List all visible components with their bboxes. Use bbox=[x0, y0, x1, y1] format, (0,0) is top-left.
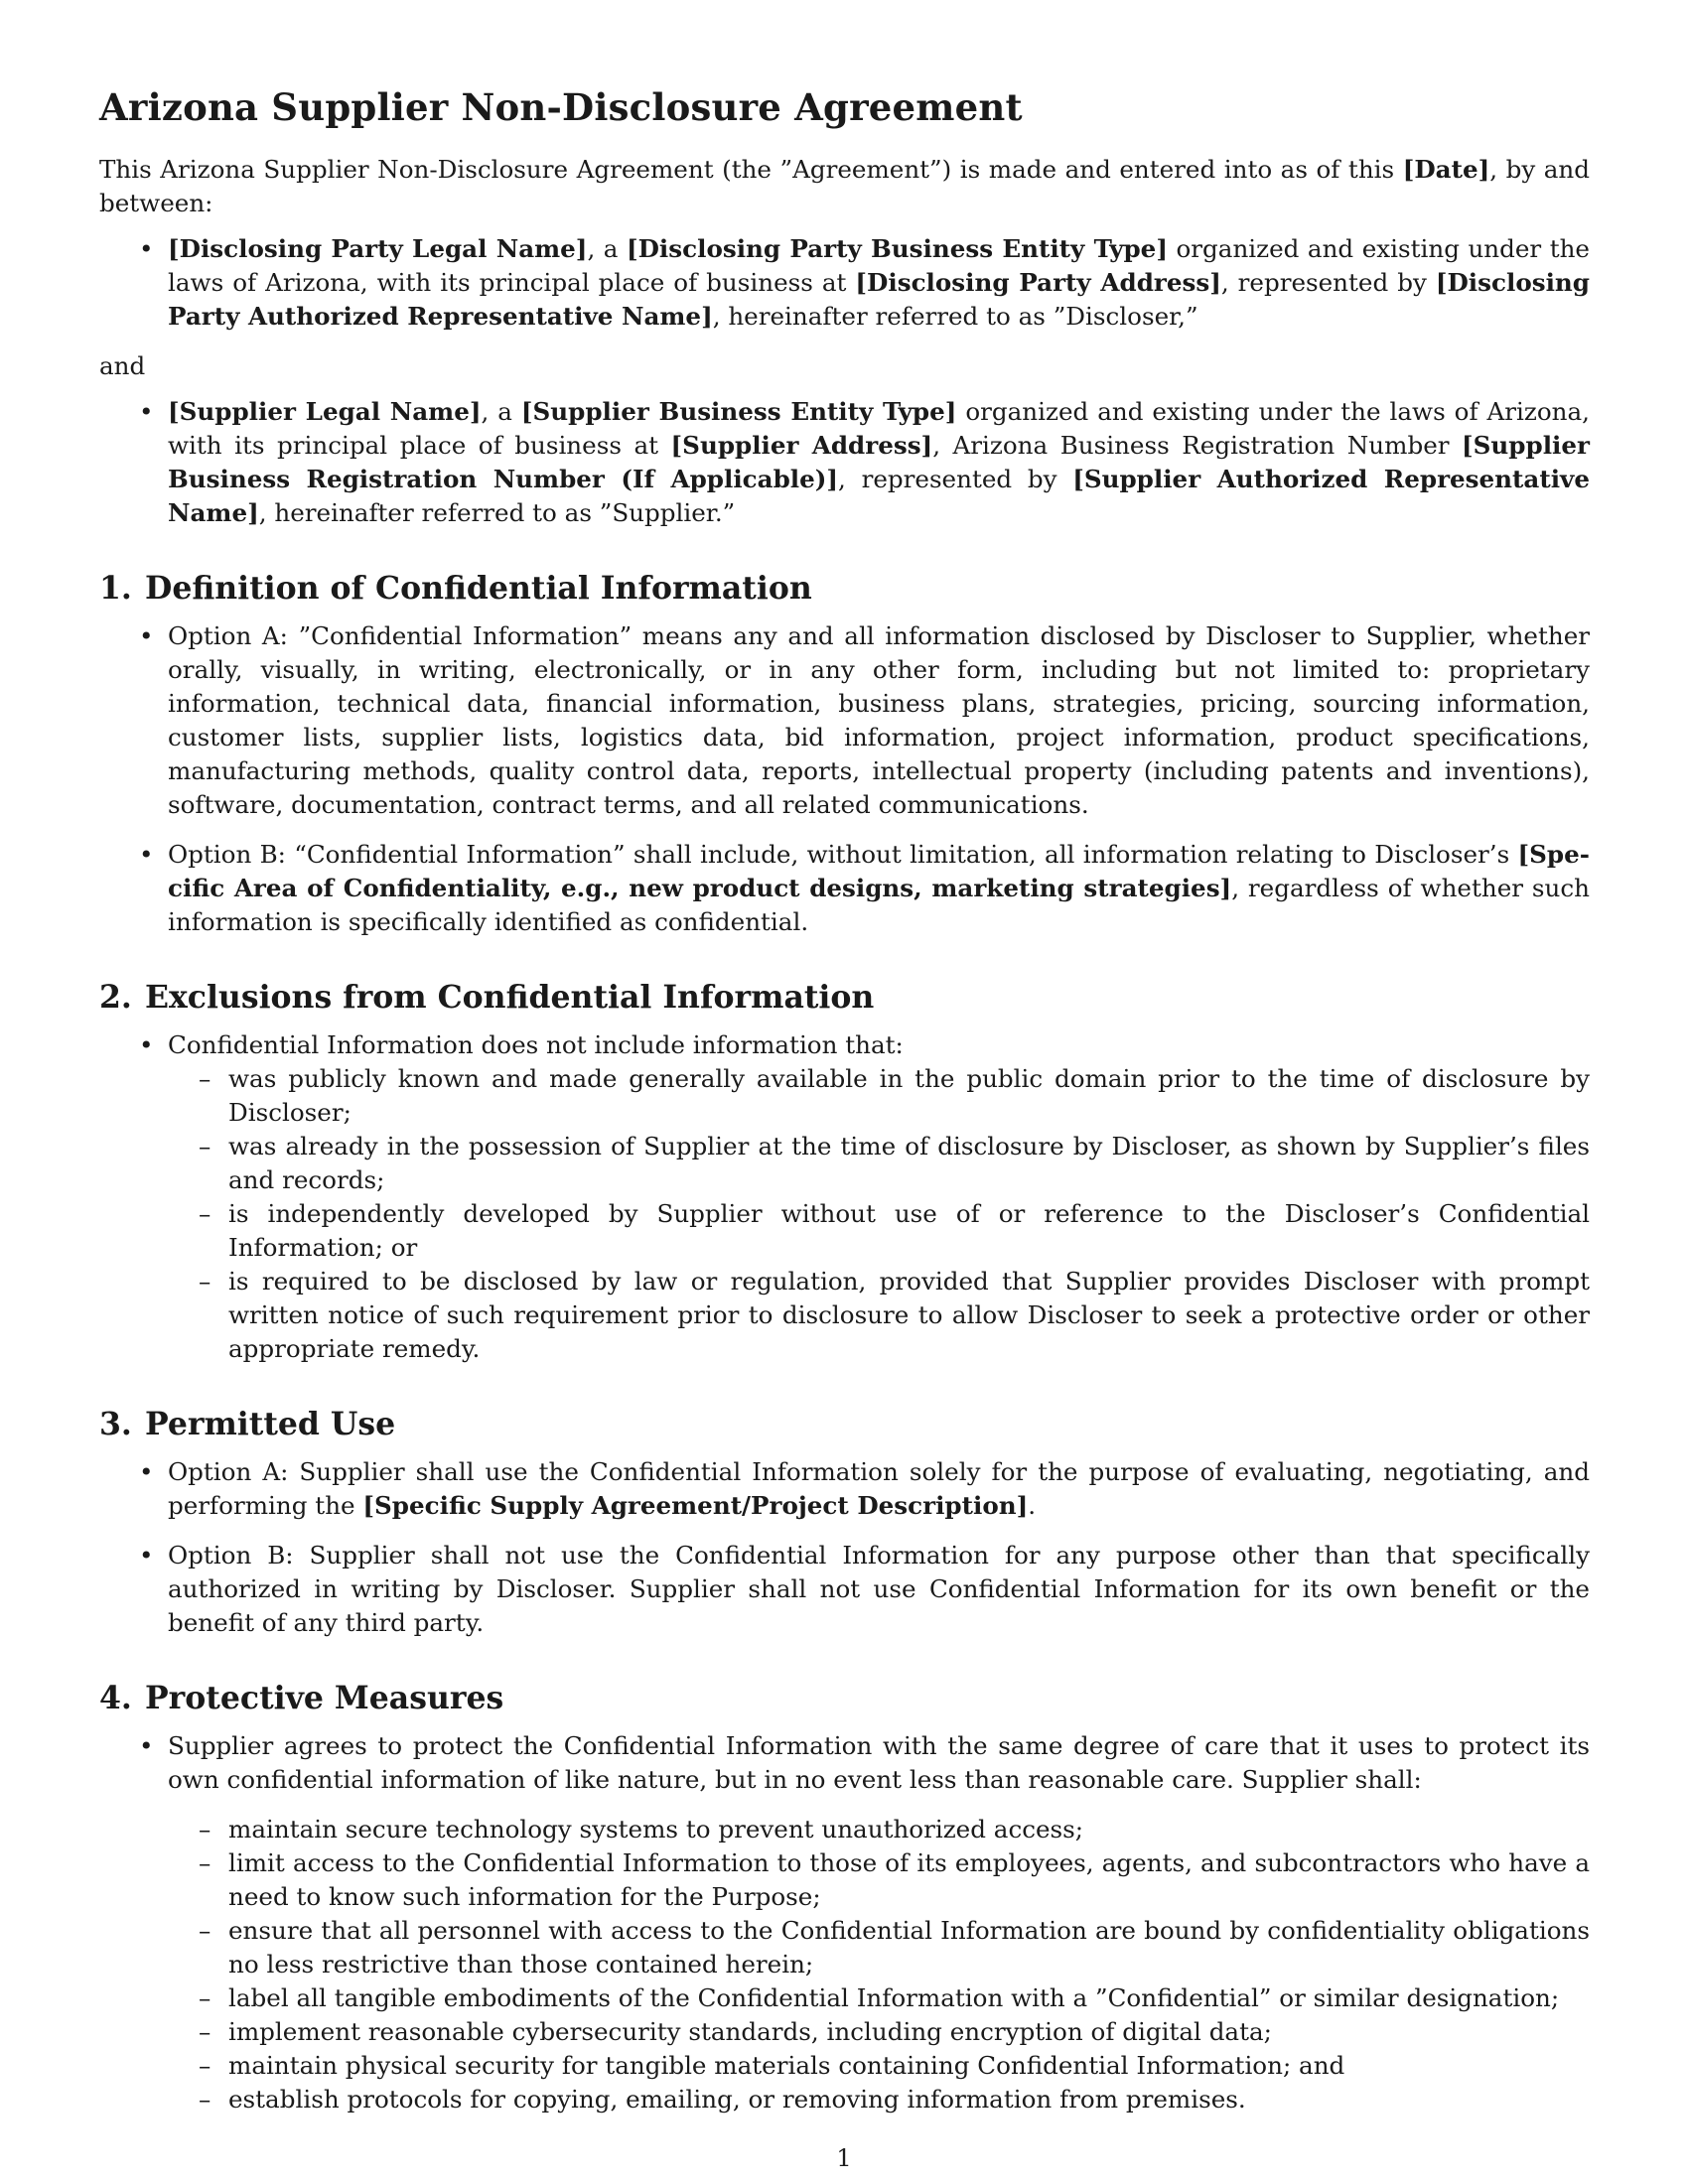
section-3-option-a bbox=[168, 1455, 1590, 1523]
section-1-option-b-text: Option B: “Confidential Information” shall include, without limitation, all information relating to Discloser’s bbox=[168, 840, 1518, 869]
discloser-name-placeholder: [Disclosing Party Legal Name] bbox=[168, 234, 588, 263]
and-connector: and bbox=[99, 351, 146, 380]
section-2-list bbox=[99, 1028, 1590, 1366]
supplier-text-4: , represented by bbox=[838, 465, 1073, 493]
section-4-list bbox=[99, 1729, 1590, 2116]
section-3-option-a-end: . bbox=[1028, 1491, 1037, 1520]
discloser-party bbox=[168, 232, 1590, 334]
supplier-text-3: , Arizona Business Registration Number bbox=[932, 431, 1463, 460]
protective-measures-list bbox=[168, 1813, 1590, 2116]
discloser-text-4: , hereinafter referred to as ”Discloser,” bbox=[712, 302, 1198, 331]
section-1-option-b-text-end: , regardless of whether such information is specifically identified as confidential. bbox=[168, 874, 1590, 936]
measure-item: – establish protocols for copying, emailing, or removing information from premises. bbox=[228, 2083, 1590, 2116]
section-4-heading bbox=[99, 1680, 1590, 1717]
intro-paragraph bbox=[99, 153, 1590, 220]
section-1-number: 1. bbox=[99, 570, 132, 607]
section-3-heading bbox=[99, 1406, 1590, 1443]
discloser-entity-placeholder: [Disclosing Party Business Entity Type] bbox=[626, 234, 1168, 263]
supplier-rep-placeholder: [Supplier Authorized Representative Name] bbox=[168, 465, 1590, 527]
supplier-text-5: , hereinafter referred to as ”Supplier.” bbox=[258, 498, 736, 527]
section-2-title: Exclusions from Confidential Information bbox=[145, 979, 875, 1016]
exclusion-item: – is independently developed by Supplier without use of or reference to the Discloser’s Confidential Information; or bbox=[228, 1197, 1590, 1265]
section-4-title: Protective Measures bbox=[145, 1680, 504, 1716]
section-3-option-a-text: Option A: Supplier shall use the Confidential Information solely for the purpose of evaluating, negotiating, and performing the bbox=[168, 1457, 1590, 1520]
measure-item: – ensure that all personnel with access to the Confidential Information are bound by confidentiality obligations no less restrictive than those contained herein; bbox=[228, 1914, 1590, 1981]
discloser-address-placeholder: [Disclosing Party Address] bbox=[855, 268, 1221, 297]
measure-item: – maintain physical security for tangible materials containing Confidential Information; and bbox=[228, 2049, 1590, 2083]
section-2-number: 2. bbox=[99, 979, 132, 1016]
discloser-list bbox=[99, 232, 1590, 334]
section-4-item bbox=[168, 1729, 1590, 2116]
section-3-number: 3. bbox=[99, 1406, 132, 1442]
section-1-heading bbox=[99, 570, 1590, 608]
section-2-heading bbox=[99, 979, 1590, 1017]
supplier-name-placeholder: [Supplier Legal Name] bbox=[168, 397, 482, 426]
supplier-entity-placeholder: [Supplier Business Entity Type] bbox=[520, 397, 957, 426]
section-1-options bbox=[99, 619, 1590, 939]
measure-item: – limit access to the Confidential Information to those of its employees, agents, and subcontractors who have a need to know such information for the Purpose; bbox=[228, 1846, 1590, 1914]
section-3-title: Permitted Use bbox=[145, 1406, 396, 1442]
section-3-option-b: • Option B: Supplier shall not use the Confidential Information for any purpose other than that specifically authorized in writing by Discloser. Supplier shall not use Confidential Information for its own benefit or the benefit of any third party. bbox=[168, 1539, 1590, 1640]
document-title: Arizona Supplier Non-Disclosure Agreement bbox=[99, 85, 1023, 129]
exclusions-list bbox=[168, 1062, 1590, 1366]
date-placeholder: [Date] bbox=[1402, 155, 1490, 184]
exclusion-item: – is required to be disclosed by law or regulation, provided that Supplier provides Discloser with prompt written notice of such requirement prior to disclosure to allow Discloser to seek a protective order or other appropriate remedy. bbox=[228, 1265, 1590, 1366]
supplier-regnum-placeholder: [Supplier Business Registration Number (If Applicable)] bbox=[168, 431, 1590, 493]
section-2-lead: Confidential Information does not include information that: bbox=[168, 1030, 904, 1059]
section-3-options bbox=[99, 1455, 1590, 1640]
exclusion-item: – was already in the possession of Supplier at the time of disclosure by Discloser, as shown by Supplier’s files and records; bbox=[228, 1130, 1590, 1197]
discloser-text-2: organized and existing under the laws of Arizona, with its principal place of business at bbox=[168, 234, 1590, 297]
section-1-option-b bbox=[168, 838, 1590, 939]
document-page bbox=[99, 85, 1590, 2132]
discloser-text-1: , a bbox=[587, 234, 627, 263]
section-1-title: Definition of Confidential Information bbox=[145, 570, 812, 607]
exclusion-item: – was publicly known and made generally available in the public domain prior to the time of disclosure by Discloser; bbox=[228, 1062, 1590, 1130]
section-2-item bbox=[168, 1028, 1590, 1366]
section-4-number: 4. bbox=[99, 1680, 132, 1716]
intro-text-end: , by and between: bbox=[99, 155, 1590, 217]
supplier-list bbox=[99, 395, 1590, 530]
measure-item: – maintain secure technology systems to prevent unauthorized access; bbox=[228, 1813, 1590, 1846]
discloser-rep-placeholder: [Disclosing Party Authorized Representative Name] bbox=[168, 268, 1590, 331]
discloser-text-3: , represented by bbox=[1220, 268, 1436, 297]
supplier-text-2: organized and existing under the laws of Arizona, with its principal place of business at bbox=[168, 397, 1590, 460]
measure-item: – implement reasonable cybersecurity standards, including encryption of digital data; bbox=[228, 2015, 1590, 2049]
supplier-party bbox=[168, 395, 1590, 530]
project-description-placeholder: [Specific Supply Agreement/Project Description] bbox=[362, 1491, 1029, 1520]
measure-item: – label all tangible embodiments of the Confidential Information with a ”Confidential” or similar designation; bbox=[228, 1981, 1590, 2015]
supplier-address-placeholder: [Supplier Address] bbox=[670, 431, 933, 460]
confidentiality-area-placeholder: [Specific Area of Confidentiality, e.g., new product designs, marketing strategies] bbox=[168, 840, 1590, 902]
page-number: 1 bbox=[836, 2144, 852, 2172]
supplier-text-1: , a bbox=[481, 397, 521, 426]
section-1-option-a: • Option A: ”Confidential Information” means any and all information disclosed by Discloser to Supplier, whether orally, visually, in writing, electronically, or in any other form, including but not limited to: proprietary information, technical data, financial information, business plans, strategies, pricing, sourcing information, customer lists, supplier lists, logistics data, bid information, project information, product specifications, manufacturing methods, quality control data, reports, intellectual property (including patents and inventions), software, documentation, contract terms, and all related communications. bbox=[168, 619, 1590, 822]
section-4-lead: Supplier agrees to protect the Confidential Information with the same degree of care that it uses to protect its own confidential information of like nature, but in no event less than reasonable care. Supplier shall: bbox=[168, 1731, 1590, 1794]
intro-text: This Arizona Supplier Non-Disclosure Agreement (the ”Agreement”) is made and entered into as of this bbox=[99, 155, 1403, 184]
